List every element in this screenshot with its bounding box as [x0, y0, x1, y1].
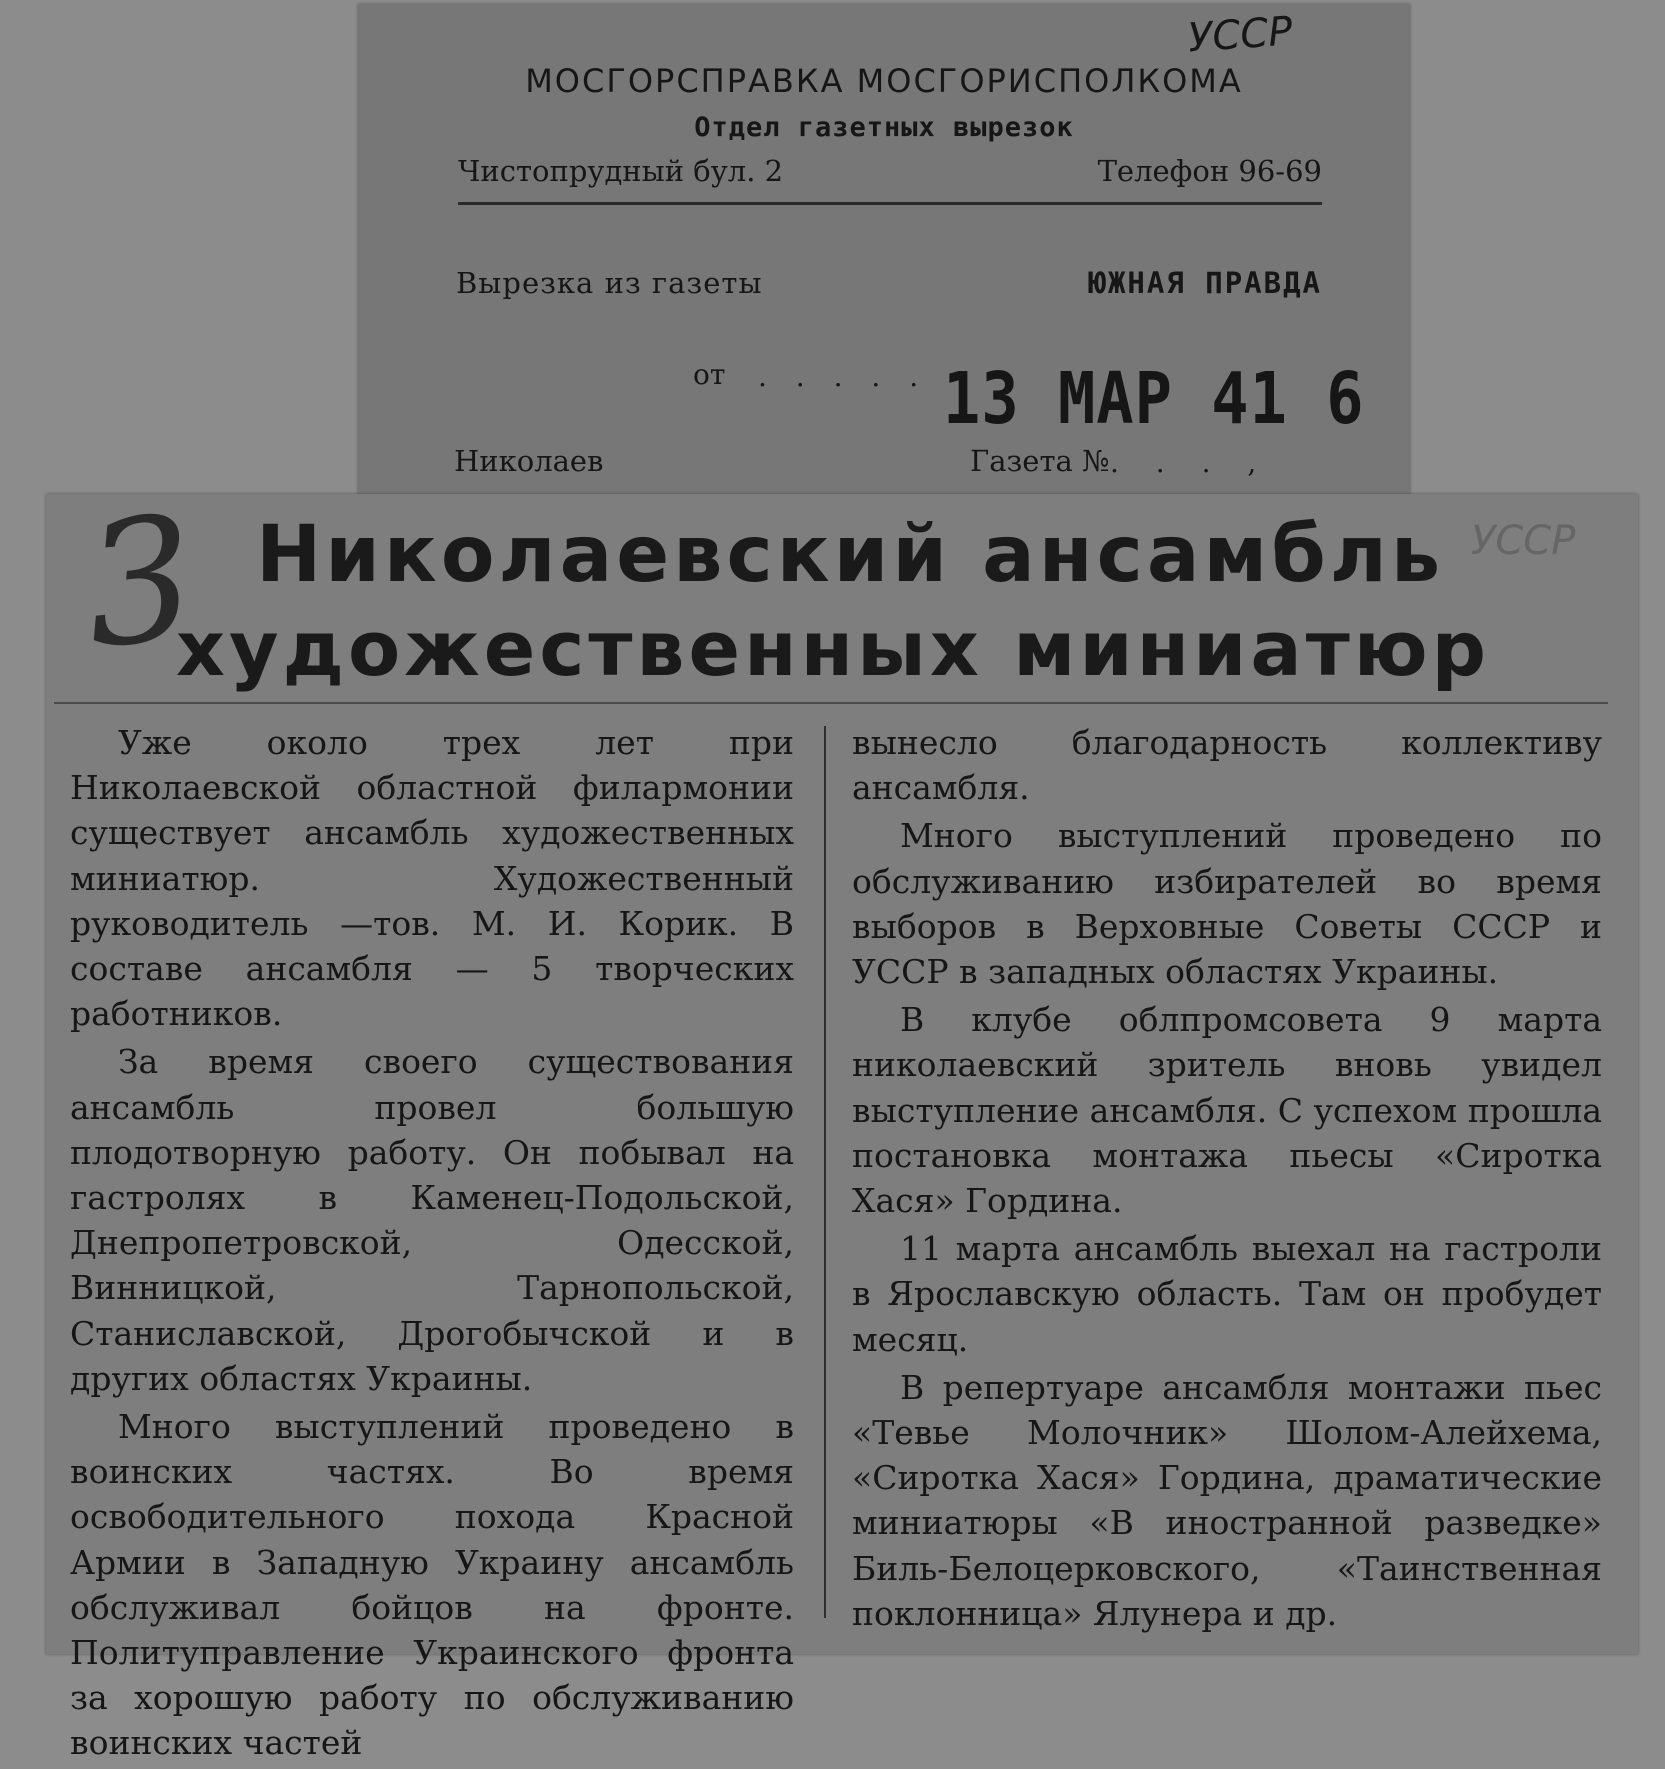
handwritten-number: 3 [75, 478, 205, 688]
agency-name: МОСГОРСПРАВКА МОСГОРИСПОЛКОМА [525, 62, 1243, 100]
headline-rule [54, 702, 1608, 704]
newspaper-name: ЮЖНАЯ ПРАВДА [1088, 266, 1322, 300]
clipping-service-label [358, 4, 1410, 496]
pencil-annotation: УССР [1471, 518, 1576, 564]
paragraph: В клубе облпромсовета 9 марта николаевский зритель вновь увидел выступление ансамбля. С успехом прошла постановка монтажа пьесы «Сиротка Хася» Гордина. [852, 1000, 1602, 1221]
newspaper-clipping [46, 478, 1638, 1763]
department-name: Отдел газетных вырезок [694, 112, 1074, 143]
clipping-from-label: Вырезка из газеты [456, 266, 763, 300]
date-dots: . . . . . [758, 360, 929, 393]
paragraph: вынесло благодарность коллективу ансамбля. [852, 723, 1602, 808]
paragraph: За время своего существования ансамбль провел большую плодотворную работу. Он побывал на гастролях в Каменец-Подольской, Днепропетровской, Одесской, Винницкой, Тарнопольской, Станиславской, Дрогобычской и в других областях Украины. [70, 1042, 794, 1398]
paragraph: Много выступлений проведено по обслуживанию избирателей во время выборов в Верховные Советы СССР и УССР в западных областях Украины. [852, 816, 1602, 992]
pencil-annotation: УССР [1186, 8, 1294, 62]
paragraph: Уже около трех лет при Николаевской областной филармонии существует ансамбль художественных миниатюр. Художественный руководитель —тов. М. И. Корик. В составе ансамбля — 5 творческих работников. [70, 723, 794, 1034]
city-name: Николаев [454, 444, 604, 478]
agency-phone: Телефон 96-69 [1097, 154, 1322, 188]
newspaper-number-label: Газета № [970, 444, 1110, 478]
paragraph: Много выступлений проведено в воинских частях. Во время освободительного похода Красной Армии в Западную Украину ансамбль обслуживал бойцов на фронте. Политуправление Украинского фронта за хорошую работу по обслуживанию воинских частей [70, 1407, 794, 1763]
article-column-left [70, 720, 794, 1769]
paragraph: 11 марта ансамбль выехал на гастроли в Ярославскую область. Там он пробудет месяц. [852, 1229, 1602, 1359]
headline-line-1: Николаевский ансамбль [256, 510, 1445, 600]
paragraph: В репертуаре ансамбля монтажи пьес «Тевье Молочник» Шолом-Алейхема, «Сиротка Хася» Гордина, драматические миниатюры «В иностранной разведке» Биль-Белоцерковского, «Таинственная поклонница» Ялунера и др. [852, 1367, 1602, 1633]
date-label: от [693, 358, 726, 391]
newspaper-number-dots: . . . , [1110, 446, 1271, 479]
article-column-right [852, 720, 1602, 1639]
agency-address: Чистопрудный бул. 2 [458, 154, 784, 188]
headline-line-2: художественных миниатюр [176, 604, 1491, 693]
date-stamp: 13 МАР 41 6 [943, 356, 1365, 441]
column-divider [824, 726, 826, 1618]
slip-divider [458, 202, 1322, 205]
